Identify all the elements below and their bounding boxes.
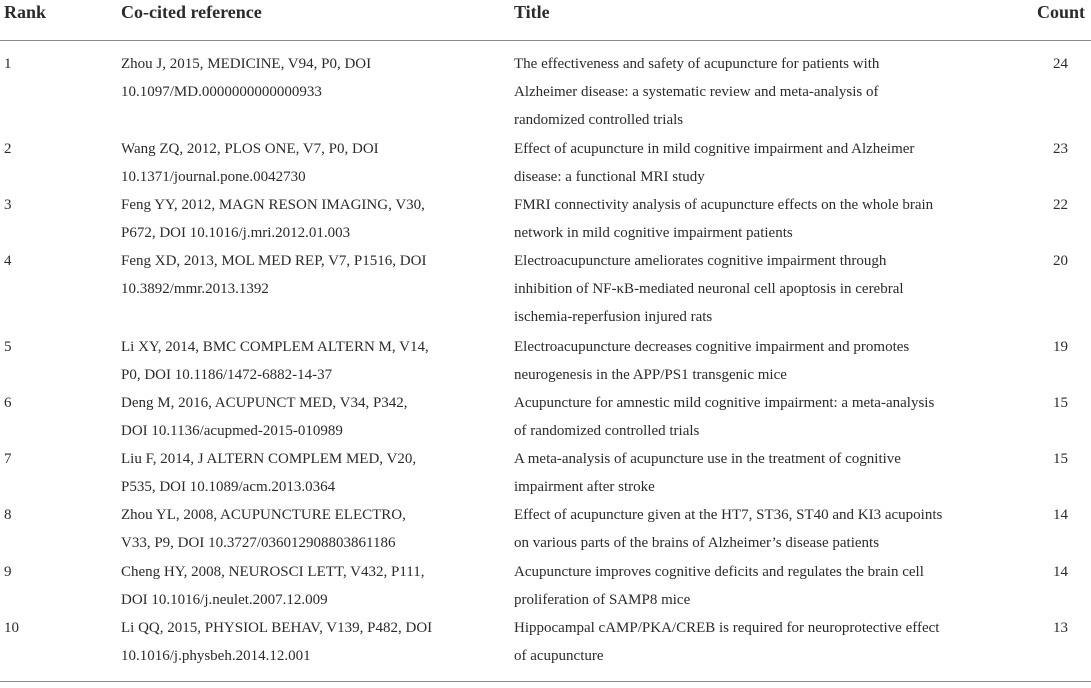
title-line: network in mild cognitive impairment patients — [514, 225, 793, 241]
count-cell: 15 — [1053, 395, 1068, 411]
count-cell: 22 — [1053, 197, 1068, 213]
table-bottom-rule — [0, 681, 1091, 682]
reference-line: Feng XD, 2013, MOL MED REP, V7, P1516, DOI — [121, 253, 427, 269]
reference-line: 10.1016/j.physbeh.2014.12.001 — [121, 648, 311, 664]
rank-cell: 7 — [4, 451, 12, 467]
title-cell — [514, 333, 974, 389]
count-cell: 15 — [1053, 451, 1068, 467]
reference-cell — [121, 558, 451, 614]
reference-cell — [121, 50, 451, 106]
count-cell: 24 — [1053, 56, 1068, 72]
reference-cell — [121, 191, 451, 247]
reference-cell — [121, 501, 451, 557]
reference-line: Li XY, 2014, BMC COMPLEM ALTERN M, V14, — [121, 339, 429, 355]
reference-line: 10.3892/mmr.2013.1392 — [121, 281, 269, 297]
reference-line: DOI 10.1136/acupmed-2015-010989 — [121, 423, 343, 439]
reference-cell — [121, 135, 451, 191]
reference-line: Zhou YL, 2008, ACUPUNCTURE ELECTRO, — [121, 507, 406, 523]
reference-line: V33, P9, DOI 10.3727/036012908803861186 — [121, 535, 396, 551]
table-header — [0, 0, 1091, 41]
rank-cell: 5 — [4, 339, 12, 355]
title-cell — [514, 614, 974, 670]
title-line: Acupuncture improves cognitive deficits and regulates the brain cell — [514, 564, 924, 580]
rank-cell: 6 — [4, 395, 12, 411]
title-line: ischemia-reperfusion injured rats — [514, 309, 713, 325]
reference-line: DOI 10.1016/j.neulet.2007.12.009 — [121, 592, 328, 608]
title-line: Electroacupuncture decreases cognitive impairment and promotes — [514, 339, 910, 355]
count-cell: 19 — [1053, 339, 1068, 355]
rank-cell: 8 — [4, 507, 12, 523]
title-line: disease: a functional MRI study — [514, 169, 705, 185]
title-cell — [514, 501, 974, 557]
title-line: Hippocampal cAMP/PKA/CREB is required for neuroprotective effect — [514, 620, 940, 636]
reference-line: P0, DOI 10.1186/1472-6882-14-37 — [121, 367, 333, 383]
title-line: proliferation of SAMP8 mice — [514, 592, 691, 608]
reference-line: Feng YY, 2012, MAGN RESON IMAGING, V30, — [121, 197, 425, 213]
title-cell — [514, 558, 974, 614]
rank-cell: 3 — [4, 197, 12, 213]
count-cell: 13 — [1053, 620, 1068, 636]
reference-line: Zhou J, 2015, MEDICINE, V94, P0, DOI — [121, 56, 372, 72]
reference-cell — [121, 389, 451, 445]
reference-line: Deng M, 2016, ACUPUNCT MED, V34, P342, — [121, 395, 408, 411]
header-count: Count — [1036, 2, 1085, 22]
rank-cell: 9 — [4, 564, 12, 580]
reference-line: 10.1371/journal.pone.0042730 — [121, 169, 306, 185]
reference-line: Cheng HY, 2008, NEUROSCI LETT, V432, P111, — [121, 564, 425, 580]
title-cell — [514, 247, 974, 331]
title-line: randomized controlled trials — [514, 112, 684, 128]
header-co-cited-reference: Co-cited reference — [121, 2, 262, 22]
rank-cell: 4 — [4, 253, 12, 269]
title-cell — [514, 50, 974, 134]
title-cell — [514, 389, 974, 445]
title-line: Alzheimer disease: a systematic review and meta-analysis of — [514, 84, 879, 100]
title-line: of randomized controlled trials — [514, 423, 700, 439]
title-line: on various parts of the brains of Alzheimer’s disease patients — [514, 535, 880, 551]
title-line: Effect of acupuncture given at the HT7, ST36, ST40 and KI3 acupoints — [514, 507, 943, 523]
header-rank: Rank — [4, 2, 47, 22]
reference-line: P672, DOI 10.1016/j.mri.2012.01.003 — [121, 225, 351, 241]
header-title: Title — [514, 2, 550, 22]
title-line: The effectiveness and safety of acupuncture for patients with — [514, 56, 880, 72]
reference-cell — [121, 333, 451, 389]
title-line: impairment after stroke — [514, 479, 655, 495]
reference-line: Wang ZQ, 2012, PLOS ONE, V7, P0, DOI — [121, 141, 379, 157]
title-cell — [514, 191, 974, 247]
title-line: of acupuncture — [514, 648, 604, 664]
rank-cell: 1 — [4, 56, 12, 72]
title-cell — [514, 445, 974, 501]
title-line: FMRI connectivity analysis of acupuncture effects on the whole brain — [514, 197, 934, 213]
rank-cell: 10 — [4, 620, 19, 636]
count-cell: 23 — [1053, 141, 1068, 157]
reference-cell — [121, 247, 451, 303]
reference-line: 10.1097/MD.0000000000000933 — [121, 84, 322, 100]
rank-cell: 2 — [4, 141, 12, 157]
title-line: Acupuncture for amnestic mild cognitive impairment: a meta-analysis — [514, 395, 935, 411]
reference-cell — [121, 445, 451, 501]
count-cell: 20 — [1053, 253, 1068, 269]
title-line: Effect of acupuncture in mild cognitive impairment and Alzheimer — [514, 141, 915, 157]
count-cell: 14 — [1053, 564, 1068, 580]
reference-line: Liu F, 2014, J ALTERN COMPLEM MED, V20, — [121, 451, 417, 467]
title-line: A meta-analysis of acupuncture use in the treatment of cognitive — [514, 451, 901, 467]
title-cell — [514, 135, 974, 191]
title-line: Electroacupuncture ameliorates cognitive impairment through — [514, 253, 887, 269]
count-cell: 14 — [1053, 507, 1068, 523]
title-line: inhibition of NF-κB-mediated neuronal cell apoptosis in cerebral — [514, 281, 904, 297]
reference-cell — [121, 614, 451, 670]
title-line: neurogenesis in the APP/PS1 transgenic mice — [514, 367, 787, 383]
reference-line: Li QQ, 2015, PHYSIOL BEHAV, V139, P482, DOI — [121, 620, 433, 636]
reference-line: P535, DOI 10.1089/acm.2013.0364 — [121, 479, 336, 495]
